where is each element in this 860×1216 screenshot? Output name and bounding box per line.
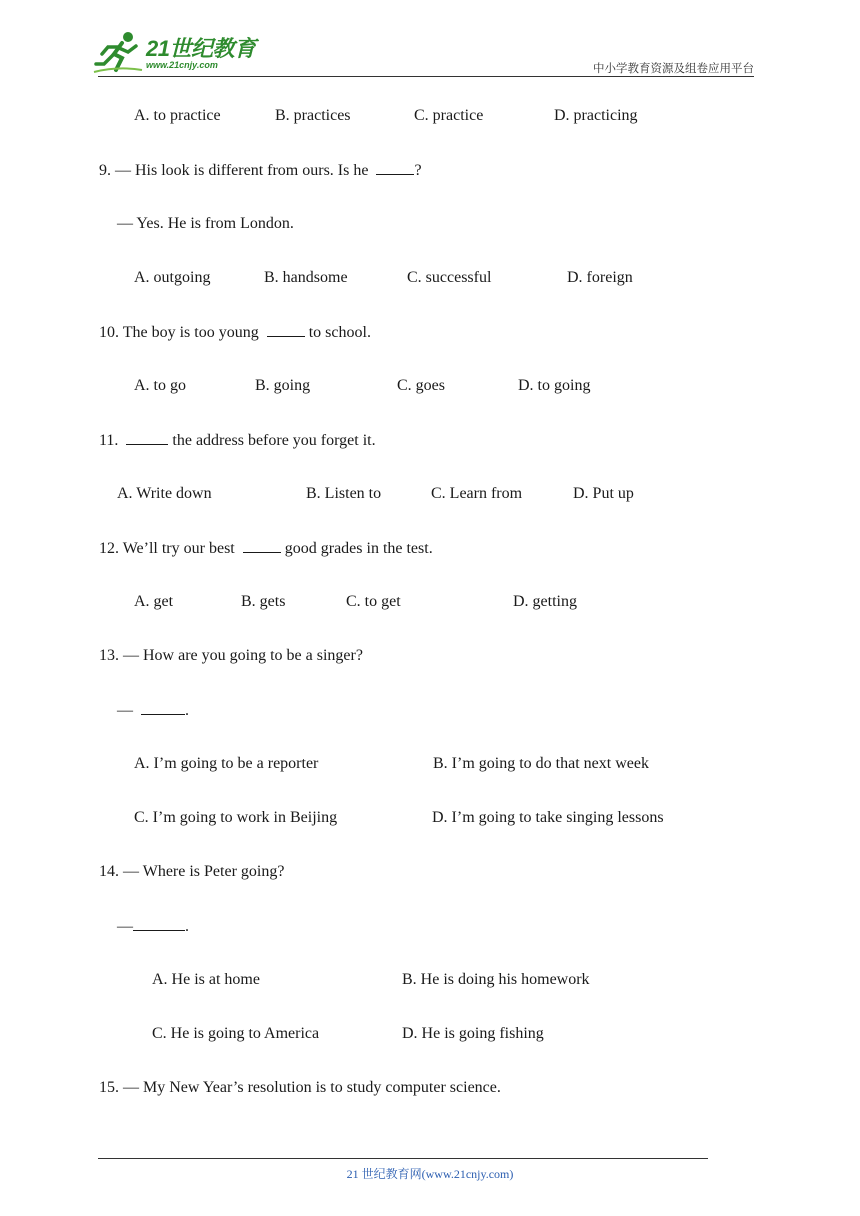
q12-option-b: B. gets bbox=[241, 593, 286, 610]
q9-stem: — His look is different from ours. Is he bbox=[115, 162, 369, 179]
q13-stem: — How are you going to be a singer? bbox=[123, 647, 363, 664]
q9-option-d: D. foreign bbox=[567, 269, 633, 286]
q13-reply bbox=[117, 700, 189, 721]
q15-stem: — My New Year’s resolution is to study computer science. bbox=[123, 1079, 501, 1096]
q14-reply-dash: — bbox=[117, 918, 133, 935]
q12-option-c: C. to get bbox=[346, 593, 401, 610]
q13-blank bbox=[141, 700, 185, 715]
q13-option-d: D. I’m going to take singing lessons bbox=[432, 809, 664, 826]
q14-option-d: D. He is going fishing bbox=[402, 1025, 544, 1042]
site-logo bbox=[92, 30, 262, 78]
q11-stem: the address before you forget it. bbox=[172, 432, 376, 449]
q8-option-a: A. to practice bbox=[134, 107, 221, 124]
page-header bbox=[0, 0, 860, 80]
q14-number: 14. bbox=[99, 863, 119, 880]
q12-number: 12. bbox=[99, 540, 119, 557]
q14-option-b: B. He is doing his homework bbox=[402, 971, 590, 988]
q9-option-a: A. outgoing bbox=[134, 269, 211, 286]
q10-stem: The boy is too young bbox=[122, 324, 259, 341]
question-15 bbox=[99, 1078, 501, 1098]
q11-option-a: A. Write down bbox=[117, 485, 212, 502]
q11-option-b: B. Listen to bbox=[306, 485, 382, 502]
header-platform-name: 中小学教育资源及组卷应用平台 bbox=[593, 61, 754, 75]
q12-option-a: A. get bbox=[134, 593, 174, 610]
header-divider bbox=[98, 76, 754, 77]
q14-reply bbox=[117, 916, 189, 937]
q9-reply: — Yes. He is from London. bbox=[117, 215, 294, 232]
question-14 bbox=[99, 862, 284, 882]
question-10 bbox=[99, 322, 371, 343]
footer-divider bbox=[98, 1158, 708, 1159]
q14-reply-end: . bbox=[185, 918, 189, 935]
q12-stem: We’ll try our best bbox=[122, 540, 235, 557]
logo-title: 21世纪教育 bbox=[146, 36, 256, 61]
question-13 bbox=[99, 646, 363, 666]
q9-number: 9. bbox=[99, 162, 111, 179]
q10-number: 10. bbox=[99, 324, 119, 341]
q13-option-a: A. I’m going to be a reporter bbox=[134, 755, 319, 772]
q8-option-d: D. practicing bbox=[554, 107, 638, 124]
q14-option-a: A. He is at home bbox=[152, 971, 260, 988]
q11-option-c: C. Learn from bbox=[431, 485, 523, 502]
q10-option-d: D. to going bbox=[518, 377, 591, 394]
q10-option-c: C. goes bbox=[397, 377, 445, 394]
q12-stem-end: good grades in the test. bbox=[284, 540, 433, 557]
q13-option-b: B. I’m going to do that next week bbox=[433, 755, 649, 772]
q10-blank bbox=[267, 322, 305, 337]
q9-option-c: C. successful bbox=[407, 269, 492, 286]
q10-stem-end: to school. bbox=[308, 324, 371, 341]
q8-option-b: B. practices bbox=[275, 107, 351, 124]
question-12 bbox=[99, 538, 433, 559]
q14-option-c: C. He is going to America bbox=[152, 1025, 320, 1042]
q13-reply-dash: — bbox=[117, 702, 133, 719]
q12-blank bbox=[243, 538, 281, 553]
q9-blank bbox=[376, 160, 414, 175]
q15-number: 15. bbox=[99, 1079, 119, 1096]
q13-reply-end: . bbox=[185, 702, 189, 719]
q13-option-c: C. I’m going to work in Beijing bbox=[134, 809, 338, 826]
footer-link[interactable]: 21 世纪教育网(www.21cnjy.com) bbox=[346, 1167, 514, 1181]
q8-option-c: C. practice bbox=[414, 107, 484, 124]
q14-stem: — Where is Peter going? bbox=[123, 863, 285, 880]
question-11 bbox=[99, 430, 376, 451]
q10-option-b: B. going bbox=[255, 377, 311, 394]
question-9 bbox=[99, 160, 422, 181]
q11-number: 11. bbox=[99, 432, 119, 449]
q11-blank bbox=[126, 430, 168, 445]
q9-stem-end: ? bbox=[414, 162, 422, 179]
q10-option-a: A. to go bbox=[134, 377, 186, 394]
q11-option-d: D. Put up bbox=[573, 485, 634, 502]
q13-number: 13. bbox=[99, 647, 119, 664]
q9-option-b: B. handsome bbox=[264, 269, 348, 286]
q12-option-d: D. getting bbox=[513, 593, 577, 610]
runner-logo-icon bbox=[92, 30, 144, 76]
q14-blank bbox=[133, 916, 185, 931]
logo-url: www.21cnjy.com bbox=[146, 60, 218, 70]
